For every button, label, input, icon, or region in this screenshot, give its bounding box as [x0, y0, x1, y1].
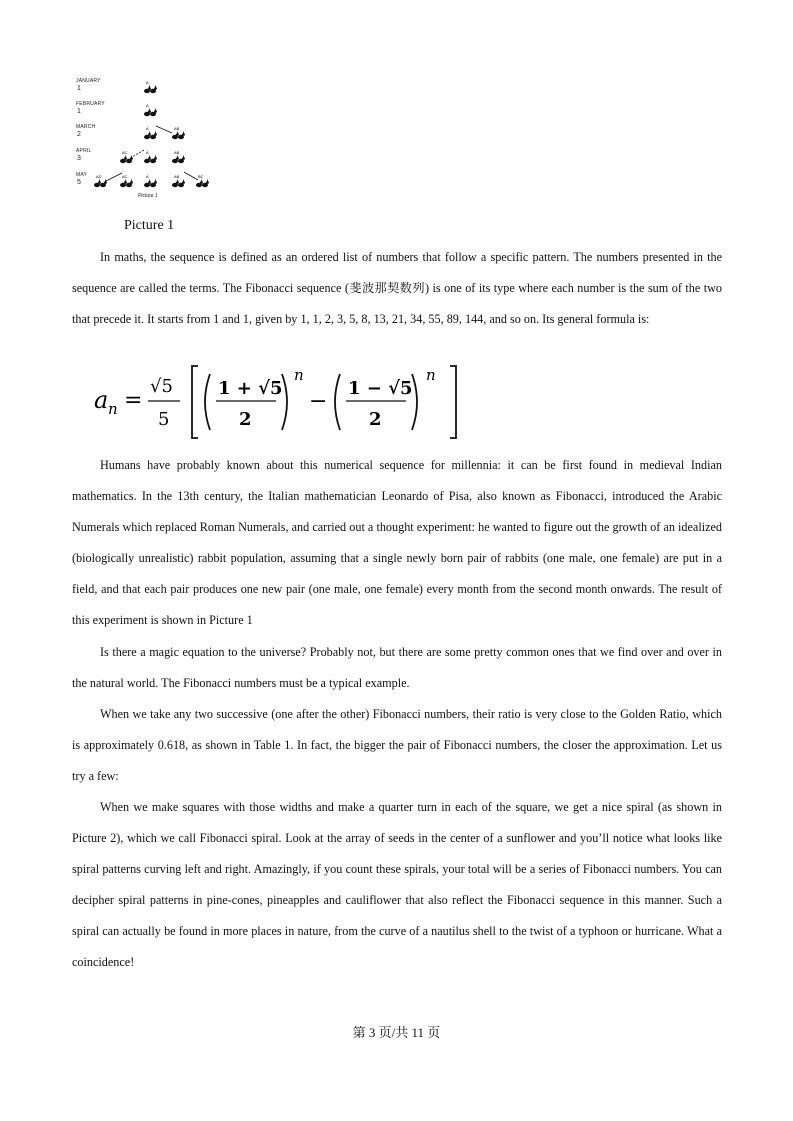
- figure-inner-caption: Picture 1: [138, 193, 158, 199]
- svg-text:A: A: [146, 103, 149, 108]
- formula-one-plus: 1 + √5: [218, 378, 283, 399]
- month-label-april: APRIL: [76, 148, 92, 154]
- formula-exp-1: n: [294, 366, 304, 384]
- svg-text:AB: AB: [174, 150, 180, 155]
- formula-two-2: 2: [369, 409, 382, 430]
- month-count-march: 2: [77, 131, 81, 138]
- month-count-january: 1: [77, 85, 81, 92]
- rabbit-tree-graphic: [72, 76, 222, 206]
- left-bracket: [192, 366, 198, 438]
- paragraph-2: [72, 450, 722, 636]
- formula-minus: −: [309, 389, 328, 414]
- paren-open-2: [335, 374, 340, 430]
- formula-sub: n: [108, 400, 118, 418]
- svg-text:A: A: [146, 174, 149, 179]
- fibonacci-formula: [94, 362, 474, 442]
- paren-open-1: [205, 374, 210, 430]
- paragraph-3: [72, 637, 722, 699]
- svg-text:A: A: [146, 150, 149, 155]
- formula-den: 5: [158, 409, 170, 430]
- formula-equals: =: [124, 388, 143, 413]
- svg-text:AC: AC: [122, 174, 128, 179]
- month-count-april: 3: [77, 155, 81, 162]
- month-label-may: MAY: [76, 172, 88, 178]
- paragraph-1-text: In maths, the sequence is defined as an ordered list of numbers that follow a specific pattern. The numbers presented in the sequence are called the terms. The Fibonacci sequence (斐波那契数列) is one of its type where each number is the sum of the two that precede it. It starts from 1 and 1, given by 1, 1, 2, 3, 5, 8, 13, 21, 34, 55, 89, 144, and so on. Its general formula is:: [72, 250, 722, 326]
- svg-text:AB: AB: [174, 174, 180, 179]
- paragraph-5: [72, 792, 722, 978]
- formula-graphic: [94, 362, 474, 442]
- paragraph-4: [72, 699, 722, 792]
- formula-root5: √5: [150, 376, 173, 397]
- svg-text:A: A: [146, 80, 149, 85]
- svg-text:AB: AB: [174, 126, 180, 131]
- month-label-january: JANUARY: [76, 78, 101, 84]
- month-label-february: FEBRUARY: [76, 101, 105, 107]
- formula-lhs: a: [94, 386, 109, 414]
- month-count-may: 5: [77, 179, 81, 186]
- picture-1-caption: Picture 1: [124, 218, 175, 233]
- svg-text:AD: AD: [96, 174, 102, 179]
- paren-close-2: [412, 374, 417, 430]
- formula-two-1: 2: [239, 409, 252, 430]
- page-footer: 第 3 页/共 11 页: [352, 1025, 441, 1040]
- formula-one-minus: 1 − √5: [348, 378, 413, 399]
- paragraph-3-text: Is there a magic equation to the universe? Probably not, but there are some pretty common ones that we find over and over in the natural world. The Fibonacci numbers must be a typical example.: [72, 645, 722, 690]
- month-label-march: MARCH: [76, 124, 96, 130]
- svg-text:BC: BC: [198, 174, 204, 179]
- formula-exp-2: n: [426, 366, 436, 384]
- paren-close-1: [282, 374, 287, 430]
- svg-text:A: A: [146, 126, 149, 131]
- paragraph-1: [72, 242, 722, 335]
- paragraph-2-text: Humans have probably known about this numerical sequence for millennia: it can be first found in medieval Indian mathematics. In the 13th century, the Italian mathematician Leonardo of Pisa, also known as Fibonacci, introduced the Arabic Numerals which replaced Roman Numerals, and carried out a thought experiment: he wanted to figure out the growth of an idealized (biologically unrealistic) rabbit population, assuming that a single newly born pair of rabbits (one male, one female) are put in a field, and that each pair produces one new pair (one male, one female) every month from the second month onwards. The result of this experiment is shown in Picture 1: [72, 458, 722, 627]
- rabbit-tree-figure: [72, 76, 222, 206]
- svg-text:AC: AC: [122, 150, 128, 155]
- right-bracket: [450, 366, 456, 438]
- paragraph-5-text: When we make squares with those widths and make a quarter turn in each of the square, we get a nice spiral (as shown in Picture 2), which we call Fibonacci spiral. Look at the array of seeds in the center of a sunflower and you’ll notice what looks like spiral patterns curving left and right. Amazingly, if you count these spirals, your total will be a series of Fibonacci numbers. You can decipher spiral patterns in pine-cones, pineapples and cauliflower that also reflect the Fibonacci sequence in this manner. Such a spiral can actually be found in more places in nature, from the curve of a nautilus shell to the twist of a typhoon or hurricane. What a coincidence!: [72, 800, 722, 969]
- month-count-february: 1: [77, 108, 81, 115]
- paragraph-4-text: When we take any two successive (one after the other) Fibonacci numbers, their ratio is very close to the Golden Ratio, which is approximately 0.618, as shown in Table 1. In fact, the bigger the pair of Fibonacci numbers, the closer the approximation. Let us try a few:: [72, 707, 722, 783]
